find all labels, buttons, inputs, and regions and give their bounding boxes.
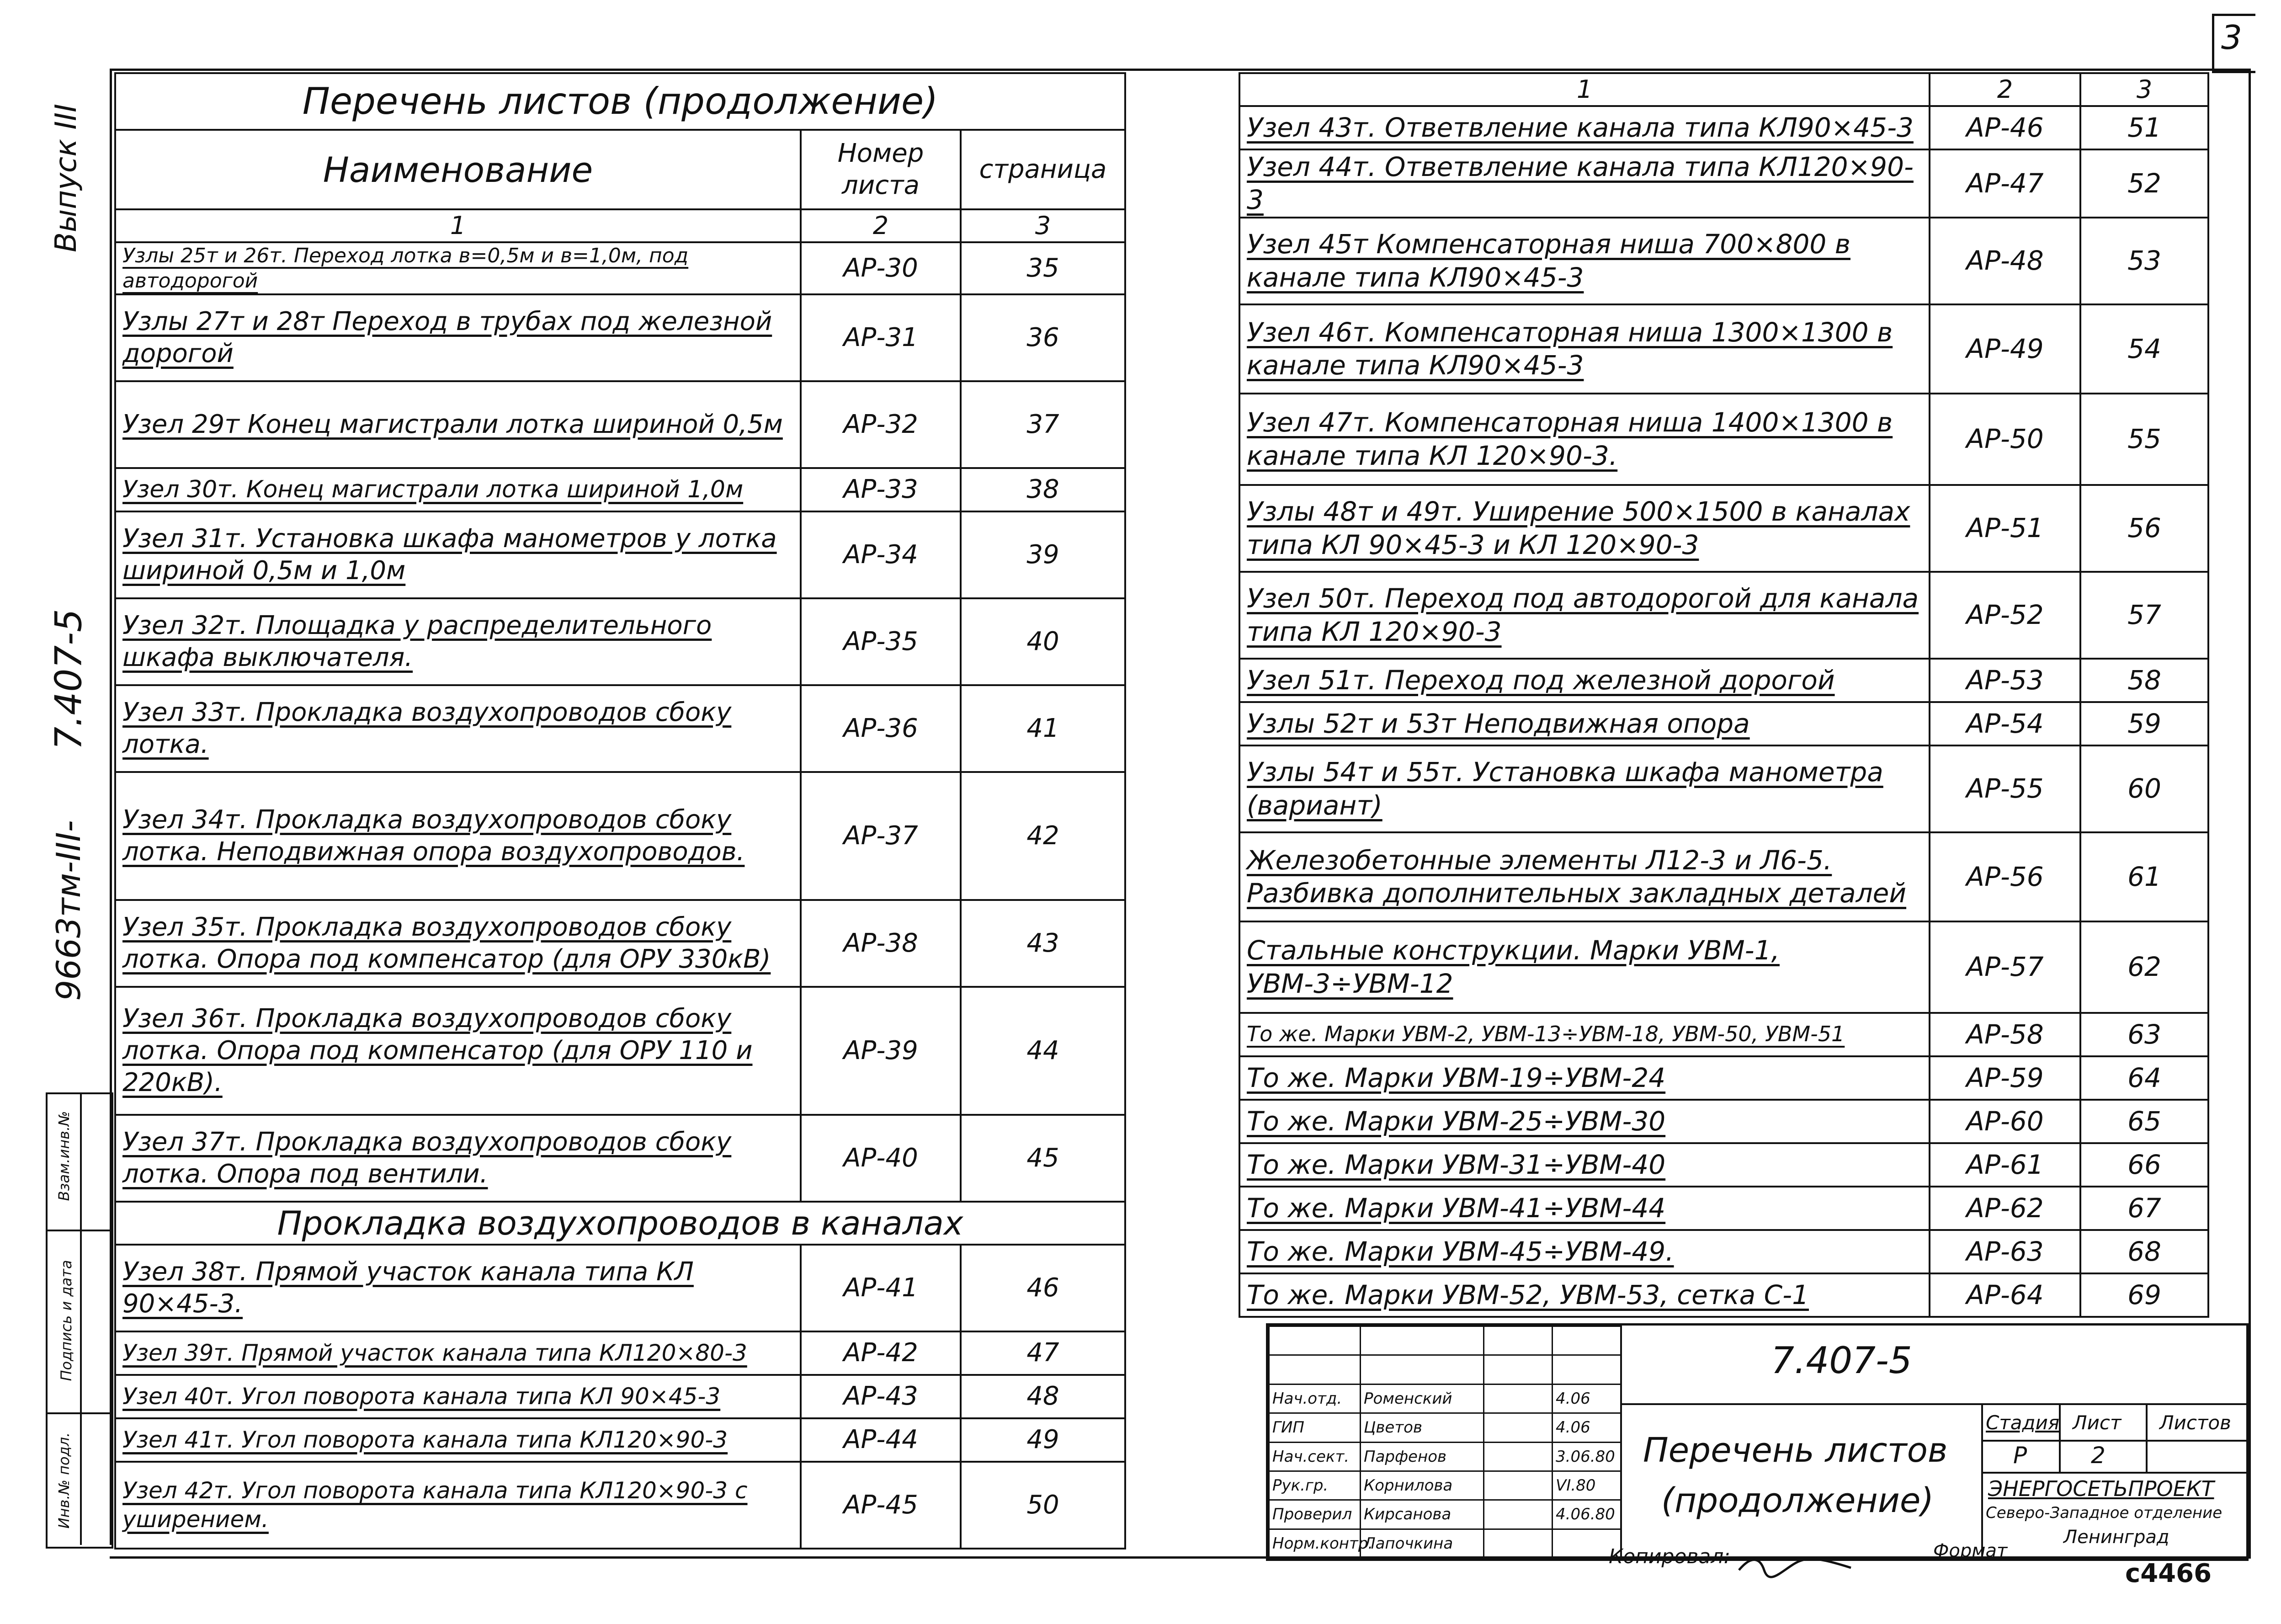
- row-sheet: АР-48: [1930, 218, 2080, 304]
- org-name: ЭНЕРГОСЕТЬПРОЕКТ: [1988, 1476, 2214, 1501]
- row-sheet: АР-30: [801, 242, 961, 294]
- table-row: [115, 598, 1125, 685]
- row-page: 51: [2080, 106, 2208, 149]
- row-name: Узел 42т. Угол поворота канала типа КЛ120×90-3 с уширением.: [115, 1462, 801, 1549]
- col-index: 2: [801, 209, 961, 242]
- staff-name: Корнилова: [1361, 1471, 1484, 1500]
- row-name: Узел 31т. Установка шкафа манометров у лотка шириной 0,5м и 1,0м: [115, 511, 801, 598]
- row-page: 48: [961, 1375, 1125, 1418]
- table-row: [115, 1375, 1125, 1418]
- row-page: 37: [961, 381, 1125, 468]
- row-sheet: АР-42: [801, 1331, 961, 1375]
- left-sheet-list-table: [114, 72, 1126, 1549]
- table-row: [1239, 1187, 2208, 1230]
- table-row: [115, 381, 1125, 468]
- row-page: 55: [2080, 394, 2208, 485]
- tb-divider-stage-v2: [2146, 1403, 2148, 1472]
- row-name: Узел 33т. Прокладка воздухопроводов сбоку лотка.: [115, 685, 801, 772]
- row-name: Узел 44т. Ответвление канала типа КЛ120×90-3: [1239, 149, 1930, 218]
- row-page: 42: [961, 772, 1125, 900]
- row-name: То же. Марки УВМ-31÷УВМ-40: [1239, 1143, 1930, 1187]
- row-sheet: АР-56: [1930, 832, 2080, 921]
- sheet-label: Лист: [2073, 1411, 2121, 1434]
- staff-signature: [1484, 1413, 1553, 1442]
- staff-table: [1268, 1326, 1622, 1559]
- org-city: Ленинград: [2063, 1527, 2169, 1548]
- row-name: То же. Марки УВМ-45÷УВМ-49.: [1239, 1230, 1930, 1273]
- row-sheet: АР-35: [801, 598, 961, 685]
- doc-title-line-1: Перечень листов: [1643, 1431, 1948, 1470]
- staff-name: Парфенов: [1361, 1442, 1484, 1471]
- copied-signature: [1737, 1552, 1856, 1581]
- staff-role: Рук.гр.: [1269, 1471, 1361, 1500]
- sheet-value: 2: [2091, 1442, 2106, 1469]
- staff-name: Лапочкина: [1361, 1529, 1484, 1558]
- header-sheet: Номер листа: [801, 130, 961, 209]
- row-name: Узел 36т. Прокладка воздухопроводов сбоку лотка. Опора под компенсатор (для ОРУ 110 и 220кВ).: [115, 987, 801, 1115]
- table-row: [115, 900, 1125, 987]
- table-row: [115, 294, 1125, 381]
- table-row: [1239, 572, 2208, 659]
- col-index: 1: [115, 209, 801, 242]
- row-page: 50: [961, 1462, 1125, 1549]
- table-row: [1239, 1100, 2208, 1143]
- col-index: 3: [2080, 73, 2208, 106]
- row-page: 54: [2080, 304, 2208, 394]
- row-name: Узлы 54т и 55т. Установка шкафа манометра (вариант): [1239, 745, 1930, 832]
- row-sheet: АР-33: [801, 468, 961, 511]
- table-row: [1239, 1143, 2208, 1187]
- row-sheet: АР-45: [801, 1462, 961, 1549]
- table-row: [115, 987, 1125, 1115]
- row-page: 62: [2080, 921, 2208, 1013]
- doc-title-line-2: (продолжение): [1661, 1481, 1934, 1520]
- row-sheet: АР-37: [801, 772, 961, 900]
- row-page: 52: [2080, 149, 2208, 218]
- doc-code: 7.407-5: [1771, 1339, 1912, 1382]
- staff-role: Норм.контр.: [1269, 1529, 1361, 1558]
- staff-name: Кирсанова: [1361, 1500, 1484, 1529]
- row-name: Узел 37т. Прокладка воздухопроводов сбоку лотка. Опора под вентили.: [115, 1115, 801, 1202]
- row-page: 46: [961, 1245, 1125, 1331]
- row-page: 49: [961, 1418, 1125, 1462]
- row-sheet: АР-64: [1930, 1273, 2080, 1317]
- signature-icon: [1737, 1552, 1856, 1579]
- staff-date: 4.06.80: [1553, 1500, 1621, 1529]
- title-block: [1266, 1323, 2249, 1561]
- staff-role: ГИП: [1269, 1413, 1361, 1442]
- tb-divider-stage: [1981, 1440, 2246, 1442]
- staff-signature: [1484, 1529, 1553, 1558]
- table-row: [1239, 832, 2208, 921]
- row-sheet: АР-60: [1930, 1100, 2080, 1143]
- side-issue: Выпуск III: [49, 104, 83, 252]
- row-name: Стальные конструкции. Марки УВМ-1, УВМ-3÷УВМ-12: [1239, 921, 1930, 1013]
- header-name: Наименование: [115, 130, 801, 209]
- row-sheet: АР-53: [1930, 659, 2080, 702]
- stamp-divider-1: [46, 1230, 110, 1231]
- table-row: [1239, 106, 2208, 149]
- row-sheet: АР-34: [801, 511, 961, 598]
- staff-date: 4.06: [1553, 1384, 1621, 1413]
- row-page: 36: [961, 294, 1125, 381]
- staff-signature: [1484, 1384, 1553, 1413]
- staff-cell: [1553, 1355, 1621, 1384]
- row-page: 67: [2080, 1187, 2208, 1230]
- staff-cell: [1553, 1326, 1621, 1355]
- sheet-number: 3: [2221, 18, 2242, 57]
- staff-signature: [1484, 1500, 1553, 1529]
- staff-row: [1269, 1471, 1621, 1500]
- staff-row: [1269, 1442, 1621, 1471]
- row-page: 35: [961, 242, 1125, 294]
- table-row: [1239, 659, 2208, 702]
- row-name: То же. Марки УВМ-2, УВМ-13÷УВМ-18, УВМ-50, УВМ-51: [1239, 1013, 1930, 1056]
- row-name: Узел 38т. Прямой участок канала типа КЛ 90×45-3.: [115, 1245, 801, 1331]
- sheets-label: Листов: [2159, 1411, 2231, 1434]
- side-archive-no: 9663тм-III-: [49, 820, 88, 1001]
- row-name: Узел 51т. Переход под железной дорогой: [1239, 659, 1930, 702]
- table-row: [1239, 304, 2208, 394]
- staff-row: [1269, 1384, 1621, 1413]
- staff-cell: [1484, 1355, 1553, 1384]
- stamp-divider: [80, 1092, 82, 1545]
- table-row: [1239, 702, 2208, 745]
- stage-label: Стадия: [1986, 1411, 2060, 1434]
- staff-cell: [1269, 1355, 1361, 1384]
- row-page: 64: [2080, 1056, 2208, 1100]
- row-name: Узел 46т. Компенсаторная ниша 1300×1300 в канале типа КЛ90×45-3: [1239, 304, 1930, 394]
- row-page: 60: [2080, 745, 2208, 832]
- table-row: [1239, 485, 2208, 572]
- row-page: 43: [961, 900, 1125, 987]
- section-title: Прокладка воздухопроводов в каналах: [115, 1202, 1125, 1245]
- tb-divider-vertical: [1620, 1326, 1622, 1559]
- table-row: [115, 685, 1125, 772]
- staff-role: Нач.отд.: [1269, 1384, 1361, 1413]
- row-sheet: АР-39: [801, 987, 961, 1115]
- row-sheet: АР-57: [1930, 921, 2080, 1013]
- row-sheet: АР-43: [801, 1375, 961, 1418]
- table-row: [1239, 745, 2208, 832]
- row-name: Железобетонные элементы Л12-3 и Л6-5. Разбивка дополнительных закладных деталей: [1239, 832, 1930, 921]
- row-name: Узлы 25т и 26т. Переход лотка в=0,5м и в=1,0м, под автодорогой: [115, 242, 801, 294]
- stamp-label-sign-date: Подпись и дата: [58, 1260, 75, 1381]
- staff-date: 4.06: [1553, 1413, 1621, 1442]
- table-row: [115, 1418, 1125, 1462]
- row-sheet: АР-41: [801, 1245, 961, 1331]
- table-row: [115, 1331, 1125, 1375]
- stage-value: Р: [2013, 1442, 2027, 1469]
- row-sheet: АР-38: [801, 900, 961, 987]
- stamp-label-inv: Инв.№ подл.: [55, 1432, 73, 1529]
- table-row: [1239, 149, 2208, 218]
- row-name: То же. Марки УВМ-41÷УВМ-44: [1239, 1187, 1930, 1230]
- row-page: 41: [961, 685, 1125, 772]
- copied-by-label: Копировал:: [1609, 1545, 1731, 1568]
- row-name: То же. Марки УВМ-25÷УВМ-30: [1239, 1100, 1930, 1143]
- row-sheet: АР-31: [801, 294, 961, 381]
- table-row: [1239, 1056, 2208, 1100]
- row-name: То же. Марки УВМ-19÷УВМ-24: [1239, 1056, 1930, 1100]
- extra-code: с4466: [2125, 1559, 2212, 1588]
- col-index: 3: [961, 209, 1125, 242]
- table-row: [115, 1115, 1125, 1202]
- table-row: [1239, 921, 2208, 1013]
- row-page: 68: [2080, 1230, 2208, 1273]
- row-sheet: АР-62: [1930, 1187, 2080, 1230]
- row-name: Узел 40т. Угол поворота канала типа КЛ 90×45-3: [115, 1375, 801, 1418]
- row-sheet: АР-51: [1930, 485, 2080, 572]
- row-page: 40: [961, 598, 1125, 685]
- stamp-label-replace: Взам.инв.№: [55, 1111, 73, 1201]
- row-sheet: АР-36: [801, 685, 961, 772]
- side-code: 7.407-5: [47, 609, 90, 750]
- table-row: [1239, 1273, 2208, 1317]
- row-name: Узел 32т. Площадка у распределительного шкафа выключателя.: [115, 598, 801, 685]
- tb-divider-vertical-2: [1981, 1403, 1983, 1559]
- staff-name: Роменский: [1361, 1384, 1484, 1413]
- row-name: Узлы 27т и 28т Переход в трубах под железной дорогой: [115, 294, 801, 381]
- staff-row: [1269, 1413, 1621, 1442]
- row-page: 45: [961, 1115, 1125, 1202]
- table-row: [115, 772, 1125, 900]
- row-page: 59: [2080, 702, 2208, 745]
- row-sheet: АР-61: [1930, 1143, 2080, 1187]
- row-page: 65: [2080, 1100, 2208, 1143]
- staff-cell: [1361, 1355, 1484, 1384]
- format-label: Формат: [1933, 1540, 2008, 1561]
- row-name: Узел 35т. Прокладка воздухопроводов сбоку лотка. Опора под компенсатор (для ОРУ 330кВ): [115, 900, 801, 987]
- row-page: 57: [2080, 572, 2208, 659]
- row-sheet: АР-52: [1930, 572, 2080, 659]
- row-name: Узел 30т. Конец магистрали лотка шириной 1,0м: [115, 468, 801, 511]
- staff-cell: [1269, 1326, 1361, 1355]
- table-row: [115, 468, 1125, 511]
- table-row: [115, 242, 1125, 294]
- row-page: 58: [2080, 659, 2208, 702]
- staff-date: VI.80: [1553, 1471, 1621, 1500]
- row-sheet: АР-54: [1930, 702, 2080, 745]
- row-name: Узел 50т. Переход под автодорогой для канала типа КЛ 120×90-3: [1239, 572, 1930, 659]
- left-table-title: Перечень листов (продолжение): [115, 73, 1125, 130]
- row-page: 56: [2080, 485, 2208, 572]
- row-sheet: АР-44: [801, 1418, 961, 1462]
- frame-right-line: [2249, 69, 2251, 1559]
- row-name: Узел 41т. Угол поворота канала типа КЛ120×90-3: [115, 1418, 801, 1462]
- table-row: [1239, 1013, 2208, 1056]
- row-name: Узел 39т. Прямой участок канала типа КЛ120×80-3: [115, 1331, 801, 1375]
- row-page: 39: [961, 511, 1125, 598]
- row-name: Узел 34т. Прокладка воздухопроводов сбоку лотка. Неподвижная опора воздухопроводов.: [115, 772, 801, 900]
- tb-divider-stage-2: [1981, 1472, 2246, 1474]
- staff-role: Проверил: [1269, 1500, 1361, 1529]
- staff-date: 3.06.80: [1553, 1442, 1621, 1471]
- row-sheet: АР-50: [1930, 394, 2080, 485]
- row-page: 38: [961, 468, 1125, 511]
- row-name: Узлы 48т и 49т. Уширение 500×1500 в каналах типа КЛ 90×45-3 и КЛ 120×90-3: [1239, 485, 1930, 572]
- row-sheet: АР-63: [1930, 1230, 2080, 1273]
- row-sheet: АР-58: [1930, 1013, 2080, 1056]
- staff-signature: [1484, 1471, 1553, 1500]
- table-row: [1239, 394, 2208, 485]
- row-sheet: АР-46: [1930, 106, 2080, 149]
- row-name: Узел 29т Конец магистрали лотка шириной 0,5м: [115, 381, 801, 468]
- row-page: 66: [2080, 1143, 2208, 1187]
- row-page: 53: [2080, 218, 2208, 304]
- col-index: 1: [1239, 73, 1930, 106]
- row-sheet: АР-55: [1930, 745, 2080, 832]
- row-page: 47: [961, 1331, 1125, 1375]
- tb-divider-horizontal: [1620, 1403, 2246, 1405]
- staff-role: Нач.сект.: [1269, 1442, 1361, 1471]
- row-page: 44: [961, 987, 1125, 1115]
- row-sheet: АР-47: [1930, 149, 2080, 218]
- staff-cell: [1361, 1326, 1484, 1355]
- header-page: страница: [961, 130, 1125, 209]
- staff-signature: [1484, 1442, 1553, 1471]
- org-division: Северо-Западное отделение: [1986, 1504, 2223, 1522]
- row-page: 63: [2080, 1013, 2208, 1056]
- table-row: [115, 1245, 1125, 1331]
- row-sheet: АР-40: [801, 1115, 961, 1202]
- row-page: 69: [2080, 1273, 2208, 1317]
- row-name: Узел 47т. Компенсаторная ниша 1400×1300 в канале типа КЛ 120×90-3.: [1239, 394, 1930, 485]
- row-sheet: АР-59: [1930, 1056, 2080, 1100]
- table-row: [115, 1462, 1125, 1549]
- staff-row: [1269, 1500, 1621, 1529]
- col-index: 2: [1930, 73, 2080, 106]
- staff-row: [1269, 1529, 1621, 1558]
- table-row: [1239, 218, 2208, 304]
- row-page: 61: [2080, 832, 2208, 921]
- staff-cell: [1484, 1326, 1553, 1355]
- row-name: То же. Марки УВМ-52, УВМ-53, сетка С-1: [1239, 1273, 1930, 1317]
- row-name: Узлы 52т и 53т Неподвижная опора: [1239, 702, 1930, 745]
- staff-name: Цветов: [1361, 1413, 1484, 1442]
- table-row: [115, 511, 1125, 598]
- right-sheet-list-table: [1239, 72, 2209, 1318]
- row-sheet: АР-32: [801, 381, 961, 468]
- table-row: [1239, 1230, 2208, 1273]
- row-sheet: АР-49: [1930, 304, 2080, 394]
- frame-top-line: [110, 69, 2249, 71]
- row-name: Узел 45т Компенсаторная ниша 700×800 в канале типа КЛ90×45-3: [1239, 218, 1930, 304]
- row-name: Узел 43т. Ответвление канала типа КЛ90×45-3: [1239, 106, 1930, 149]
